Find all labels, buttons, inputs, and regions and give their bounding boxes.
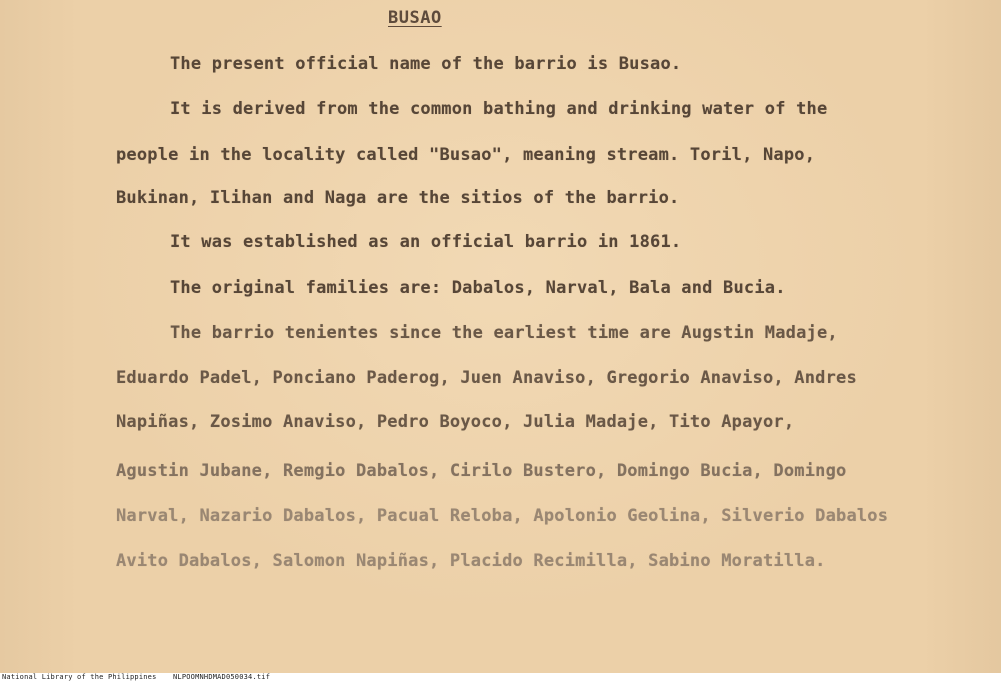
paragraph-line-11: Narval, Nazario Dabalos, Pacual Reloba, Apolonio Geolina, Silverio Dabalos (116, 506, 889, 526)
paragraph-line-7: The barrio tenientes since the earliest time are Augstin Madaje, (170, 323, 838, 343)
paragraph-line-8: Eduardo Padel, Ponciano Paderog, Juen Anaviso, Gregorio Anaviso, Andres (116, 368, 857, 388)
paragraph-line-4: Bukinan, Ilihan and Naga are the sitios of the barrio. (116, 188, 680, 208)
paragraph-line-2: It is derived from the common bathing and drinking water of the (170, 99, 828, 119)
document-title: BUSAO (388, 8, 442, 28)
paragraph-line-3: people in the locality called "Busao", meaning stream. Toril, Napo, (116, 145, 816, 165)
paragraph-line-1: The present official name of the barrio is Busao. (170, 54, 682, 74)
scan-footer (0, 673, 1001, 682)
paragraph-line-6: The original families are: Dabalos, Narval, Bala and Bucia. (170, 278, 786, 298)
paragraph-line-10: Agustin Jubane, Remgio Dabalos, Cirilo Bustero, Domingo Bucia, Domingo (116, 461, 847, 481)
paragraph-line-9: Napiñas, Zosimo Anaviso, Pedro Boyoco, Julia Madaje, Tito Apayor, (116, 412, 795, 432)
paragraph-line-5: It was established as an official barrio in 1861. (170, 232, 682, 252)
paragraph-line-12: Avito Dabalos, Salomon Napiñas, Placido Recimilla, Sabino Moratilla. (116, 551, 826, 571)
library-credit: National Library of the Philippines (2, 673, 157, 681)
file-id: NLPOOMNHDMAD050034.tif (173, 673, 271, 681)
